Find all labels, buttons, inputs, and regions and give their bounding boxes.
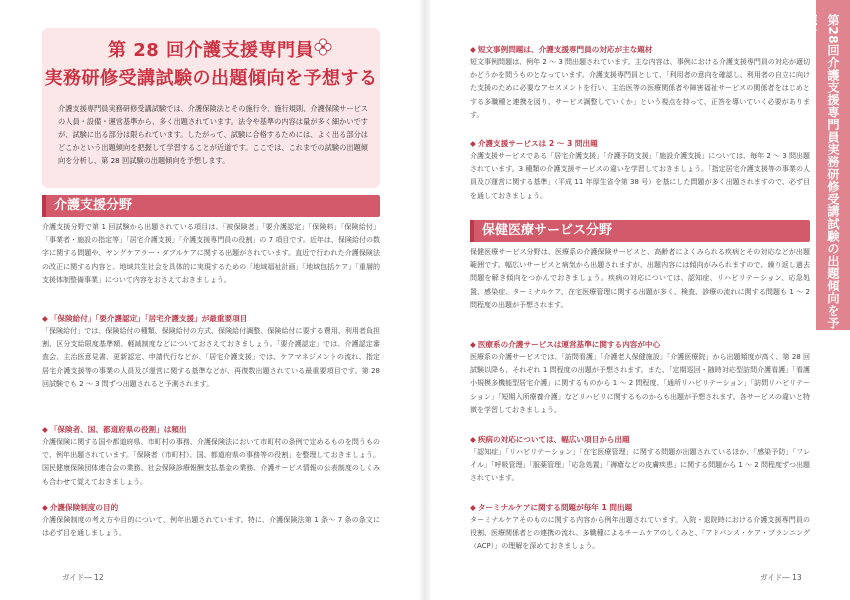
intro-paragraph: 介護支援専門員実務研修受講試験では、介護保険法とその施行令、施行規則、介護保険サービスの人員・設備・運営基準から、多く出題されています。法令や基準の内容は量が多く細かいですが、試験に出る部分は限られています。したがって、試験に合格するためには、よく出る部分はどこかという出題傾向を把握して学習することが近道です。ここでは、これまでの試験の出題傾向を分析し、第 28 回試験の出題傾向を予想します。	[58, 104, 368, 165]
subheading-8: ◆ ターミナルケアに関する問題が毎年 1 問出題	[470, 503, 633, 512]
title-box	[42, 28, 380, 188]
left-page	[0, 0, 420, 600]
section-body-care-support: 介護支援分野で第 1 回試験から出題されている項目は、「被保険者」「要介護認定」「保険料」「保険給付」「事業者・施設の指定等」「居宅介護支援」「介護支援専門員の役割」の 7 項目です。近年は、保険給付の数字に関する問題や、ヤングケアラー・ダブルケアに関する出題がされています。直近で行われた介護保険法の改正に関する内容と、地域共生社会を具体的に実現するための「地域福祉計画」「地域包括ケア」「重層的支援体制整備事業」について内容をおさえておきましょう。	[42, 223, 380, 284]
diamond-bullet-icon: ◆	[470, 45, 476, 54]
subbody-2: 介護保険に関する国や都道府県、市町村の事務、介護保険法において市町村の条例で定めるものを問うもので、例年出題されています。「保険者（市町村）、国、都道府県の事務等の役割」を整理しておきましょう。国民健康保険団体連合会の業務、社会保険診療報酬支払基金の業務、介護サービス情報の公表制度のしくみも合わせて覚えておきましょう。	[42, 438, 380, 486]
subheading-5: ◆ 介護支援サービスは 2 〜 3 問出題	[470, 139, 598, 148]
diamond-bullet-icon: ◆	[470, 503, 476, 512]
subbody-8: ターミナルケアそのものに関する内容から例年出題されています。入院・退院時における介護支援専門員の役割、医療関係者との連携の流れ、多職種によるチームケアのしくみと、「アドバンス・ケア・プランニング（ACP）」の理解を深めておきましょう。	[470, 516, 810, 551]
diamond-bullet-icon: ◆	[470, 435, 476, 444]
subheading-4: ◆ 短文事例問題は、介護支援専門員の対応が主な題材	[470, 45, 653, 54]
section-header-health-medical: 保健医療サービス分野	[470, 220, 810, 242]
page-number-right: ガイド― 13	[760, 573, 802, 582]
diamond-bullet-icon: ◆	[470, 340, 476, 349]
subbody-4: 短文事例問題は、例年 2 〜 3 問出題されています。主な内容は、事例における介護支援専門員の対応が適切かどうかを問うものとなっています。介護支援専門員として、「利用者の意向を確認し、利用者の自立に向けた支援のために必要なアセスメントを行い、主治医等の医療関係者や障害福祉サービスの関係者をはじめとする多職種と連携を図り、サービス調整していくか」という視点を持って、正答を導いていく必要があります。	[470, 58, 810, 119]
page-number-left: ガイド― 12	[62, 573, 104, 582]
section-header-care-support: 介護支援分野	[42, 195, 380, 217]
diamond-bullet-icon: ◆	[42, 314, 48, 323]
diamond-bullet-icon: ◆	[42, 425, 48, 434]
subbody-3: 介護保険制度の考え方や目的について、例年出題されています。特に、介護保険法第 1 条〜 7 条の条文には必ず目を通しましょう。	[42, 516, 380, 538]
subheading-2: ◆ 「保険者、国、都道府県の役割」は頻出	[42, 425, 187, 434]
clover-icon	[314, 38, 332, 56]
subbody-6: 医療系の介護サービスでは、「訪問看護」「介護老人保健施設」「介護医療院」から出題頻度が高く、第 28 回試験以降も、それぞれ 1 問程度の出題が予想されます。また、「定期巡回・随時対応型訪問介護看護」「看護小規模多機能型居宅介護」に関するものから 1 〜 2 問程度、「通所リハビリテーション」「訪問リハビリテーション」「短期入所療養介護」などリハビリに関するものからも出題が予想されます。各サービスの違いと特徴を学習しておきましょう。	[470, 353, 810, 414]
title-line-1: 第 28 回介護支援専門員	[107, 40, 315, 61]
subheading-7: ◆ 疾病の対応については、幅広い項目から出題	[470, 435, 630, 444]
subbody-5: 介護支援サービスである「居宅介護支援」「介護予防支援」「施設介護支援」については、毎年 2 〜 3 問出題されています。3 種類の介護支援サービスの違いを学習しておきましょう。「指定居宅介護支援等の事業の人員及び運営に関する基準」（平成 11 年厚生省令第 38 号）を基にした問題が多く出題されますので、必ず目を通しておきましょう。	[470, 152, 810, 200]
section-body-health-medical: 保健医療サービス分野は、医療系の介護保険サービスと、高齢者によくみられる疾病とその対応などが出題範囲です。幅広いサービスと病気から出題されますが、出題内容には傾向がみられますので、繰り返し過去問題を解き傾向をつかんでおきましょう。疾病の対応については、認知症、リハビリテーション、応急処置、感染症、ターミナルケア、在宅医療管理に関する出題が多く、検査、診療の流れに関する問題も 1 〜 2 問程度の出題が予想されます。	[470, 248, 810, 309]
subheading-6: ◆ 医療系の介護サービスは運営基準に関する内容が中心	[470, 340, 661, 349]
diamond-bullet-icon: ◆	[470, 139, 476, 148]
side-tab-label: 第28回介護支援専門員実務研修受講試験の出題傾向を予想する	[804, 14, 840, 329]
title-line-2: 実務研修受講試験の出題傾向を予想する	[44, 68, 378, 89]
subbody-7: 「認知症」「リハビリテーション」「在宅医療管理」に関する問題が出題されているほか、「感染予防」「フレイル」「呼吸管理」「服薬管理」「応急処置」「褥瘡などの皮膚疾患」に関する問題から 1 〜 2 問程度ずつ出題されています。	[470, 448, 810, 483]
subheading-1: ◆ 「保険給付」「要介護認定」「居宅介護支援」が最重要項目	[42, 314, 248, 323]
subbody-1: 「保険給付」では、保険給付の種類、保険給付の方式、保険給付調整、保険給付に要する費用、利用者負担割、区分支給限度基準額、軽減制度などについておさえておきましょう。「要介護認定」では、介護認定審査会、主治医意見書、更新認定、申請代行などが、「居宅介護支援」では、ケアマネジメントの流れ、指定居宅介護支援等の事業の人員及び運営に関する基準などが、再復数出題されている最重要項目です。第 28 回試験でも 2 〜 3 問ずつ出題されると予測されます。	[42, 327, 380, 388]
side-index-tab	[804, 0, 850, 330]
right-page	[430, 0, 850, 600]
diamond-bullet-icon: ◆	[42, 503, 48, 512]
subheading-3: ◆ 介護保険制度の目的	[42, 503, 119, 512]
